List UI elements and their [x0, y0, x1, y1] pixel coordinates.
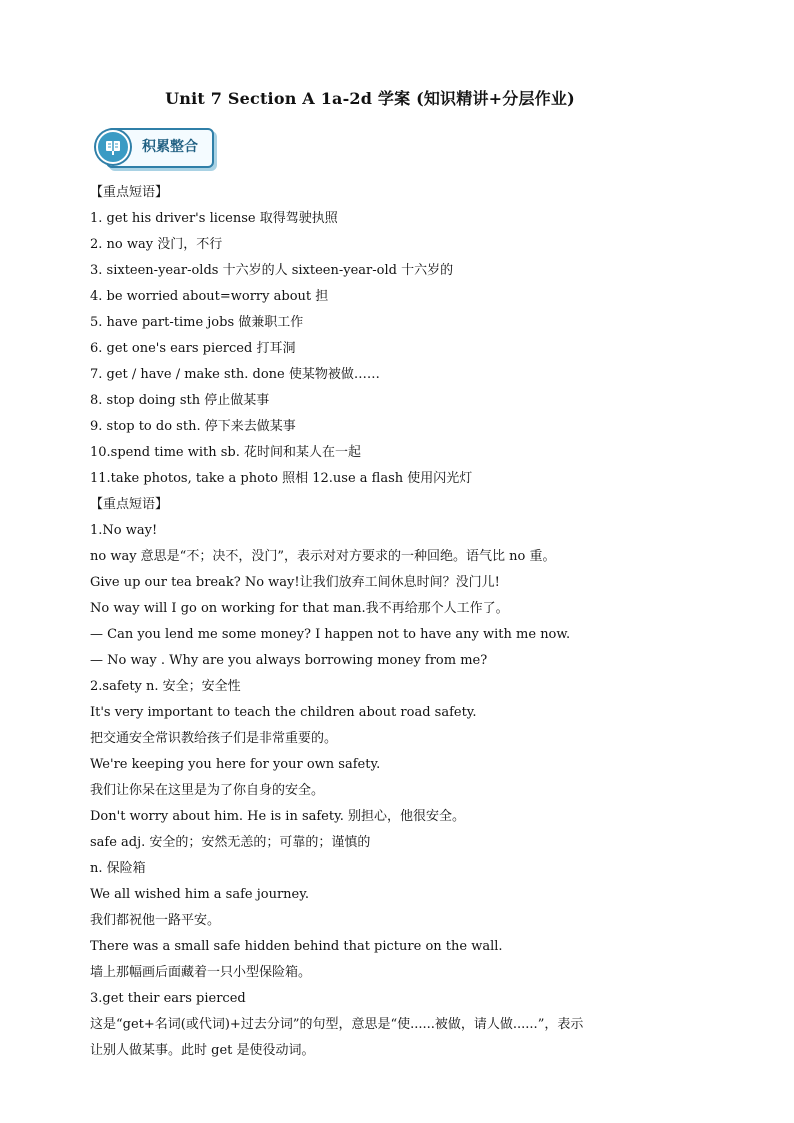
text-line: It's very important to teach the children about road safety.	[90, 705, 477, 720]
text-line: 3.get their ears pierced	[90, 991, 246, 1006]
phrase-item: 6. get one's ears pierced 打耳洞	[90, 341, 296, 356]
phrase-item: 1. get his driver's license 取得驾驶执照	[90, 211, 338, 226]
content-body	[90, 180, 730, 1064]
text-line: 我们让你呆在这里是为了你自身的安全。	[90, 783, 325, 798]
phrase-item: 5. have part-time jobs 做兼职工作	[90, 315, 304, 330]
badge-label: 积累整合	[142, 139, 198, 155]
text-line: 把交通安全常识教给孩子们是非常重要的。	[90, 731, 338, 746]
text-line: 我们都祝他一路平安。	[90, 913, 221, 928]
text-line: no way 意思是“不；决不，没门”，表示对对方要求的一种回绝。语气比 no 重。	[90, 549, 556, 564]
text-line: No way will I go on working for that man.我不再给那个人工作了。	[90, 601, 509, 616]
phrase-item: 10.spend time with sb. 花时间和某人在一起	[90, 445, 361, 460]
text-line: 墙上那幅画后面藏着一只小型保险箱。	[90, 965, 312, 980]
text-line: Give up our tea break? No way!让我们放弃工间休息时间？没门儿!	[90, 575, 500, 590]
section-heading: 【重点短语】	[90, 497, 169, 512]
book-plant-icon	[96, 130, 130, 164]
phrase-item: 3. sixteen-year-olds 十六岁的人 sixteen-year-old 十六岁的	[90, 263, 454, 278]
phrase-item: 4. be worried about=worry about 担	[90, 289, 329, 304]
phrase-item: 8. stop doing sth 停止做某事	[90, 393, 270, 408]
text-line: 这是“get+名词(或代词)+过去分词”的句型，意思是“使......被做，请人做......”，表示	[90, 1017, 584, 1032]
phrase-item: 9. stop to do sth. 停下来去做某事	[90, 419, 296, 434]
text-line: — No way . Why are you always borrowing money from me?	[90, 653, 488, 668]
phrase-item: 11.take photos, take a photo 照相 12.use a flash 使用闪光灯	[90, 471, 473, 486]
text-line: There was a small safe hidden behind that picture on the wall.	[90, 939, 503, 954]
phrase-item: 2. no way 没门，不行	[90, 237, 223, 252]
text-line: 2.safety n. 安全；安全性	[90, 679, 241, 694]
text-line: — Can you lend me some money? I happen not to have any with me now.	[90, 627, 571, 642]
text-line: 让别人做某事。此时 get 是使役动词。	[90, 1043, 315, 1058]
text-line: 1.No way!	[90, 523, 158, 538]
text-line: n. 保险箱	[90, 861, 146, 876]
section-heading: 【重点短语】	[90, 185, 169, 200]
text-line: We're keeping you here for your own safety.	[90, 757, 381, 772]
text-line: Don't worry about him. He is in safety. 别担心，他很安全。	[90, 809, 465, 824]
section-badge	[96, 124, 216, 170]
page-title: Unit 7 Section A 1a-2d 学案 (知识精讲+分层作业)	[165, 89, 575, 108]
text-line: We all wished him a safe journey.	[90, 887, 309, 902]
text-line: safe adj. 安全的；安然无恙的；可靠的；谨慎的	[90, 835, 371, 850]
phrase-item: 7. get / have / make sth. done 使某物被做……	[90, 367, 380, 382]
